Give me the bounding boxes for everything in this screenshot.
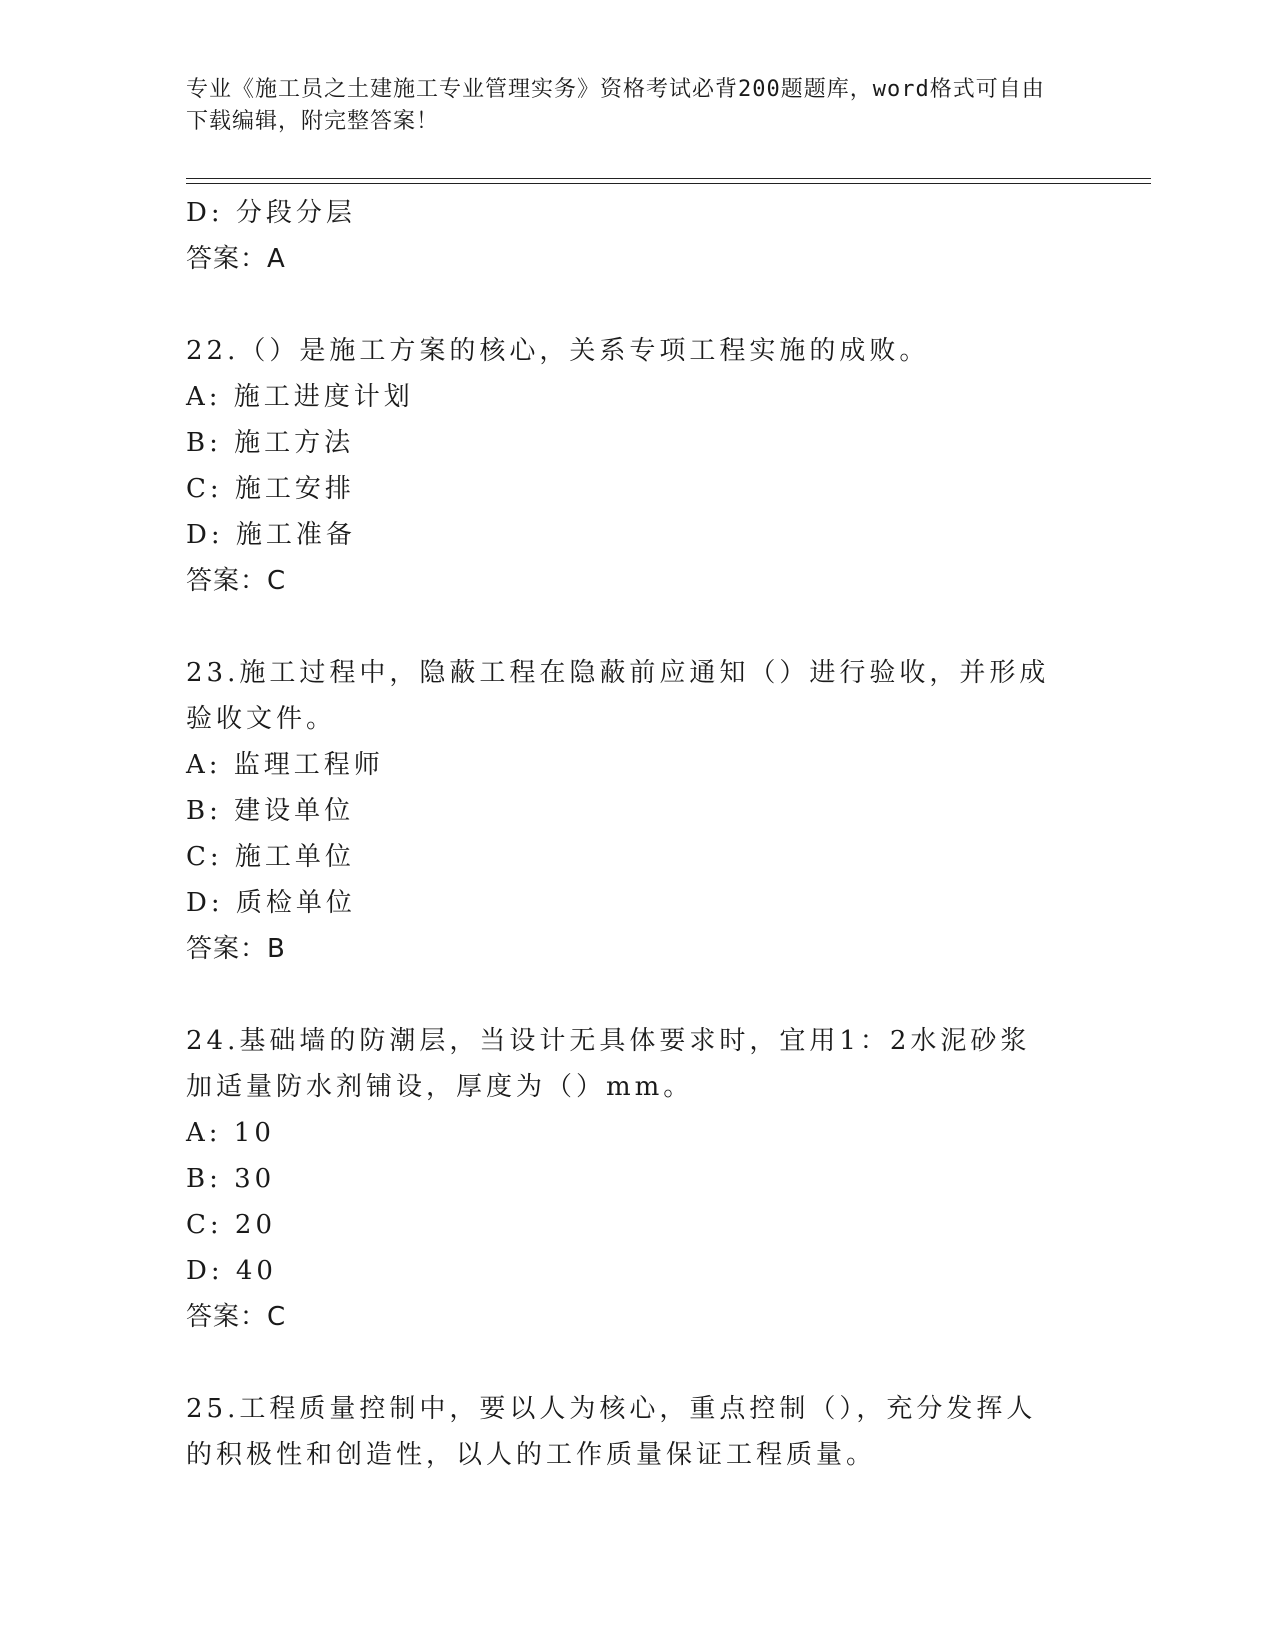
answer: 答案：B	[186, 934, 286, 964]
option-b: B: 建设单位	[186, 796, 355, 826]
option-b: B: 施工方法	[186, 428, 355, 458]
option-b: B: 30	[186, 1164, 276, 1194]
question-text: 22.（）是施工方案的核心，关系专项工程实施的成败。	[186, 336, 930, 366]
header-rule-top	[186, 178, 1151, 179]
option-d: D: 分段分层	[186, 198, 356, 228]
option-c: C: 20	[186, 1210, 277, 1240]
question-text: 24.基础墙的防潮层，当设计无具体要求时，宜用1：2水泥砂浆加适量防水剂铺设，厚度为（）mm。	[186, 1026, 1031, 1102]
option-a: A: 监理工程师	[186, 750, 384, 780]
answer: 答案：C	[186, 1302, 287, 1332]
option-a: A: 10	[186, 1118, 275, 1148]
question-fragment	[186, 190, 1086, 282]
question-25	[186, 1386, 1086, 1478]
question-24	[186, 1018, 1086, 1340]
question-22	[186, 328, 1086, 604]
option-d: D: 质检单位	[186, 888, 356, 918]
document-header: 专业《施工员之土建施工专业管理实务》资格考试必背200题题库，word格式可自由下载编辑，附完整答案！	[186, 77, 1045, 134]
answer: 答案：C	[186, 566, 287, 596]
header-rule-bottom	[186, 183, 1151, 184]
question-text: 25.工程质量控制中，要以人为核心，重点控制（），充分发挥人的积极性和创造性，以人的工作质量保证工程质量。	[186, 1394, 1037, 1470]
question-text: 23.施工过程中，隐蔽工程在隐蔽前应通知（）进行验收，并形成验收文件。	[186, 658, 1050, 734]
option-c: C: 施工安排	[186, 474, 355, 504]
answer: 答案：A	[186, 244, 286, 274]
question-23	[186, 650, 1086, 972]
option-d: D: 施工准备	[186, 520, 356, 550]
document-body	[186, 190, 1086, 1478]
option-d: D: 40	[186, 1256, 277, 1286]
option-a: A: 施工进度计划	[186, 382, 414, 412]
option-c: C: 施工单位	[186, 842, 355, 872]
